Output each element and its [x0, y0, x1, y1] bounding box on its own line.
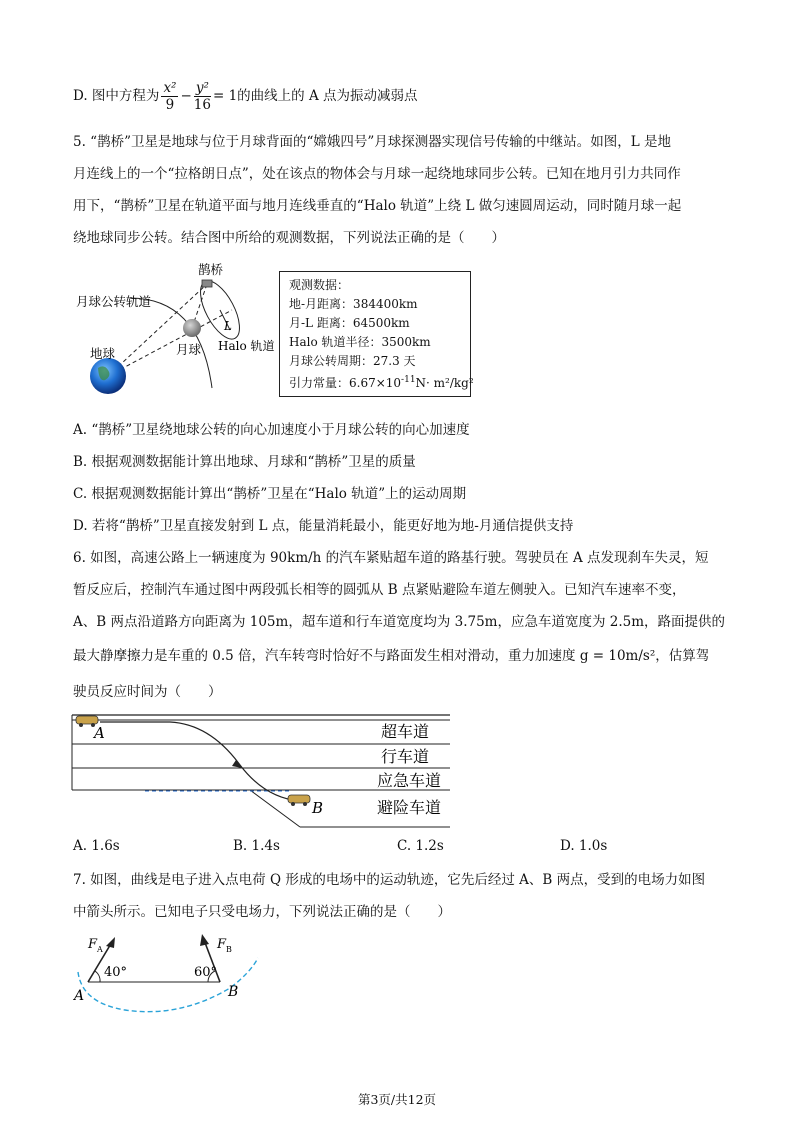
lane-label-overtaking: 超车道 [381, 722, 430, 741]
fraction-y2-16: $\frac{\text{y²}}{16}$ [193, 80, 211, 113]
queqiao-satellite-icon [202, 280, 212, 287]
q6-option-d: D. 1.0s [560, 838, 608, 854]
label-moon-orbit: 月球公转轨道 [76, 294, 152, 309]
label-fb-sub: B [226, 945, 232, 954]
lane-label-escape: 避险车道 [377, 798, 442, 817]
lane-label-emergency: 应急车道 [377, 771, 442, 790]
label-point-b: B [228, 984, 239, 1000]
obs-row-3: Halo 轨道半径：3500km [289, 335, 431, 349]
q5-earth-moon-figure [70, 258, 280, 408]
obs-row-5: 引力常量：$6.67\times 10^{-11}N\cdot m^2/kg^2$ [289, 375, 474, 390]
q4-option-d: D. 图中方程为 $\frac{\text{x²}}{9}$ − $\frac{\text{y²}}{16}$ = 1的曲线上的 A 点为振动减弱点 [73, 80, 418, 113]
q5-option-c: C. 根据观测数据能计算出“鹊桥”卫星在“Halo 轨道”上的运动周期 [73, 486, 467, 502]
label-fa: F [88, 937, 98, 952]
label-point-a: A [74, 988, 85, 1004]
label-moon: 月球 [176, 342, 202, 357]
page-footer: 第3页/共12页 [357, 1092, 437, 1107]
label-fa-sub: A [97, 945, 103, 954]
label-a: A [94, 724, 105, 742]
q5-line-3: 用下，“鹊桥”卫星在轨道平面与地月连线垂直的“Halo 轨道”上绕 L 做匀速圆周运动，同时随月球一起 [73, 198, 682, 214]
q6-line-4: 最大静摩擦力是车重的 0.5 倍，汽车转弯时恰好不与路面发生相对滑动，重力加速度 g = 10m/s²，估算驾 [73, 648, 710, 664]
angle-b-label: 60° [194, 965, 218, 980]
force-b-arrowhead-icon [200, 934, 209, 946]
label-fb: F [217, 937, 227, 952]
q6-road-figure [70, 710, 460, 835]
lane-label-driving: 行车道 [381, 747, 430, 766]
angle-a-label: 40° [104, 965, 128, 980]
car-b-icon [288, 795, 310, 806]
car-trajectory [100, 722, 300, 801]
label-b: B [312, 799, 324, 817]
q5-line-4: 绕地球同步公转。结合图中所给的观测数据，下列说法正确的是（ ） [73, 230, 505, 246]
q7-field-figure [70, 928, 270, 1028]
q6-option-c: C. 1.2s [397, 838, 444, 854]
label-earth: 地球 [90, 346, 116, 361]
q5-option-a: A. “鹊桥”卫星绕地球公转的向心加速度小于月球公转的向心加速度 [73, 422, 470, 438]
q7-line-1: 7. 如图，曲线是电子进入点电荷 Q 形成的电场中的运动轨迹，它先后经过 A、B 两点，受到的电场力如图 [73, 872, 706, 888]
q6-line-5: 驶员反应时间为（ ） [73, 684, 222, 700]
q6-line-1: 6. 如图，高速公路上一辆速度为 90km/h 的汽车紧贴超车道的路基行驶。驾驶员在 A 点发现刹车失灵，短 [73, 550, 709, 566]
obs-row-1: 地-月距离：384400km [289, 297, 418, 311]
q4d-prefix: D. 图中方程为 [73, 88, 160, 104]
obs-title: 观测数据： [289, 278, 350, 292]
q7-line-2: 中箭头所示。已知电子只受电场力，下列说法正确的是（ ） [73, 904, 451, 920]
q5-line-2: 月连线上的一个“拉格朗日点”，处在该点的物体会与月球一起绕地球同步公转。已知在地月引力共同作 [73, 166, 681, 182]
q6-option-b: B. 1.4s [233, 838, 280, 854]
q6-line-3: A、B 两点沿道路方向距离为 105m，超车道和行车道宽度均为 3.75m，应急车道宽度为 2.5m，路面提供的 [73, 614, 726, 630]
obs-row-2: 月-L 距离：64500km [289, 316, 410, 330]
label-halo: Halo 轨道 [218, 339, 275, 353]
q5-option-d: D. 若将“鹊桥”卫星直接发射到 L 点，能量消耗最小，能更好地为地-月通信提供支持 [73, 518, 574, 534]
obs-row-4: 月球公转周期：27.3 天 [289, 354, 416, 368]
q6-option-a: A. 1.6s [73, 838, 120, 854]
q6-line-2: 暂反应后，控制汽车通过图中两段弧长相等的圆弧从 B 点紧贴避险车道左侧驶入。已知汽车速率不变， [73, 582, 686, 598]
moon-icon [183, 319, 201, 337]
fraction-x2-9: $\frac{\text{x²}}{9}$ [163, 80, 177, 113]
observation-data-box [279, 271, 474, 397]
q5-line-1: 5. “鹊桥”卫星是地球与位于月球背面的“嫦娥四号”月球探测器实现信号传输的中继站。如图，L 是地 [73, 134, 672, 150]
force-a-arrowhead-icon [106, 937, 115, 948]
q5-option-b: B. 根据观测数据能计算出地球、月球和“鹊桥”卫星的质量 [73, 454, 416, 470]
label-l: L [224, 319, 232, 333]
earth-l-dashed-line [108, 310, 232, 376]
label-queqiao: 鹊桥 [198, 262, 224, 277]
